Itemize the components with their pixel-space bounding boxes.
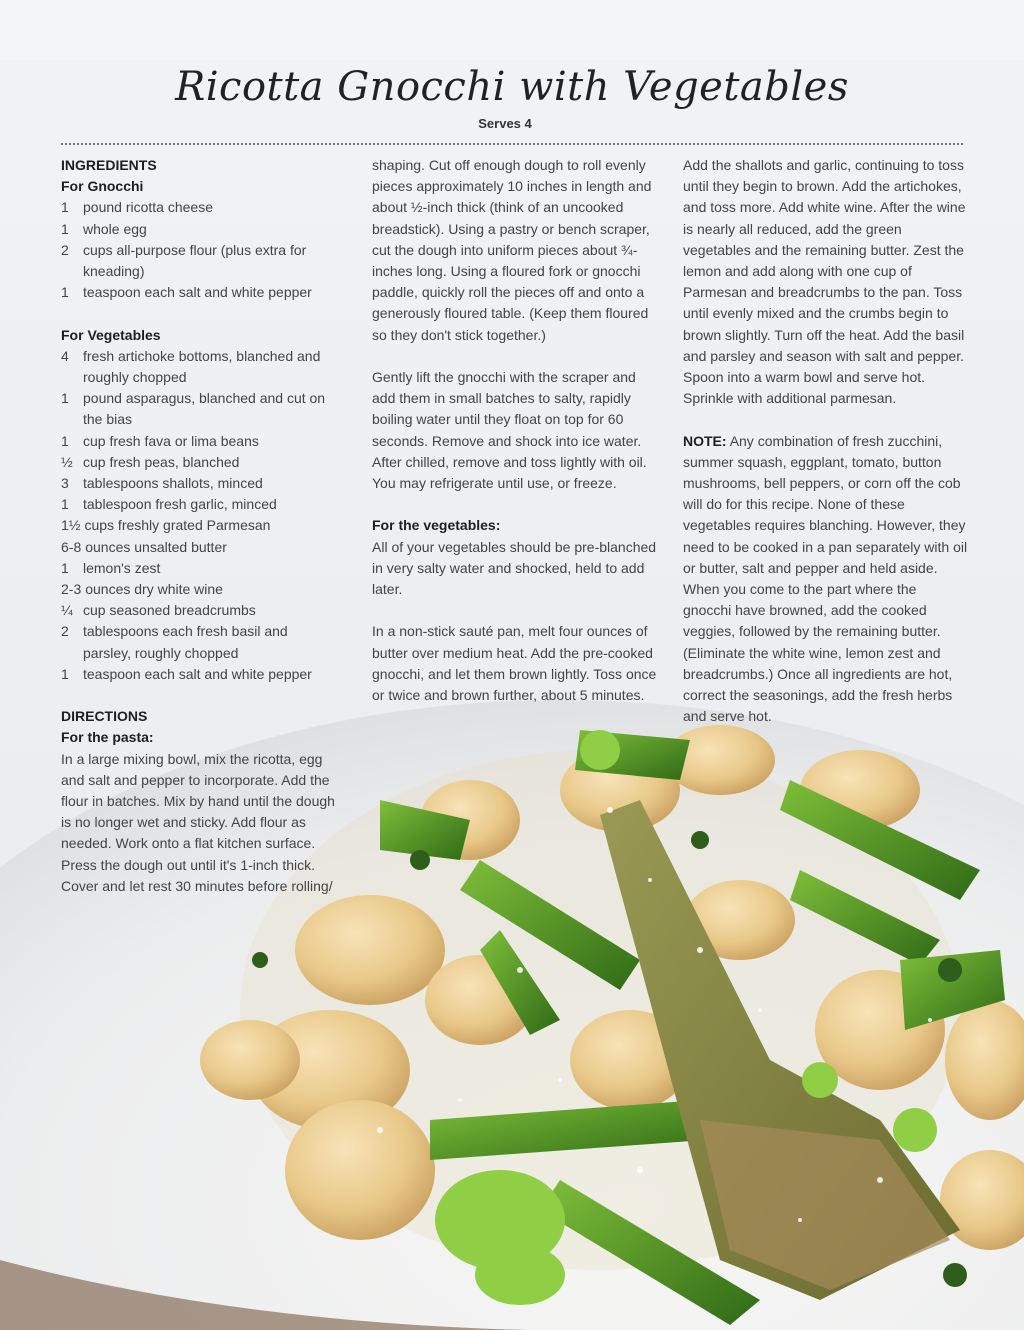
ingredient-text: cup fresh peas, blanched (83, 453, 240, 470)
ingredient-qty: 2-3 (61, 581, 82, 598)
column-3 (683, 155, 968, 727)
ingredient-item (61, 219, 336, 240)
vegetables-heading: For Vegetables (61, 326, 161, 343)
ingredient-qty: 1 (61, 665, 69, 682)
note-text: Any combination of fresh zucchini, summer squash, eggplant, tomato, button mushrooms, bell peppers, or corn off the cob will do for this recipe. None of these vegetables requires blanching. However, they need to be cooked in a pan separately with oil or butter, salt and pepper and held aside. When you come to the part where the gnocchi have browned, add the cooked veggies, followed by the remaining butter. (Eliminate the white wine, lemon zest and breadcrumbs.) Once all ingredients are hot, correct the seasonings, add the fresh herbs and serve hot. (683, 432, 968, 725)
ingredient-item (61, 473, 336, 494)
ingredient-text: lemon's zest (83, 559, 161, 576)
ingredient-qty: ¼ (61, 602, 73, 619)
ingredient-qty: 1 (61, 390, 69, 407)
ingredient-qty: 1 (61, 496, 69, 513)
ingredient-text: ounces dry white wine (85, 581, 223, 598)
ingredient-text: ounces unsalted butter (85, 538, 227, 555)
ingredient-text: tablespoons each fresh basil and parsley, roughly chopped (83, 623, 288, 661)
dotted-divider (61, 143, 963, 145)
vegetables-paragraph-3: Add the shallots and garlic, continuing to toss until they begin to brown. Add the artichokes, and toss more. Add white wine. After the wine is nearly all reduced, add the green vegetables and the remaining butter. Zest the lemon and add along with one cup of Parmesan and breadcrumbs to the pan. Toss until evenly mixed and the crumbs begin to brown slightly. Turn off the heat. Add the basil and parsley and season with salt and pepper. Spoon into a warm bowl and serve hot. Sprinkle with additional parmesan. (683, 157, 966, 407)
vegetables-paragraph-1: All of your vegetables should be pre-blanched in very salty water and shocked, held to add later. (372, 538, 657, 598)
ingredient-qty: 1 (61, 199, 69, 216)
note-label: NOTE: (683, 432, 727, 449)
ingredient-qty: 1 (61, 284, 69, 301)
top-band (0, 0, 1024, 60)
serves-label: Serves 4 (478, 116, 532, 131)
ingredient-text: pound ricotta cheese (83, 199, 213, 216)
ingredient-item (61, 579, 336, 600)
ingredient-item (61, 558, 336, 579)
vegetables-directions-heading: For the vegetables: (372, 517, 501, 534)
vegetables-paragraph-2: In a non-stick sauté pan, melt four ounces of butter over medium heat. Add the pre-cooked gnocchi, and let them brown lightly. Toss once or twice and brown further, about 5 minutes. (372, 623, 657, 704)
ingredient-qty: 1½ (61, 517, 81, 534)
ingredient-qty: ½ (61, 453, 73, 470)
ingredient-qty: 1 (61, 559, 69, 576)
ingredient-item (61, 346, 336, 388)
ingredient-text: cups all-purpose flour (plus extra for kneading) (83, 241, 307, 280)
ingredient-item (61, 240, 336, 282)
ingredient-qty: 3 (61, 475, 69, 492)
ingredient-item (61, 197, 336, 218)
pasta-paragraph: In a large mixing bowl, mix the ricotta, egg and salt and pepper to incorporate. Add the flour in batches. Mix by hand until the dough is no longer wet and sticky. Add flour as needed. Work onto a flat kitchen surface. Press the dough out until it's 1-inch thick. Cover and let rest 30 minutes before rolling/ (61, 750, 335, 894)
ingredient-item (61, 282, 336, 303)
ingredient-item (61, 600, 336, 621)
ingredient-text: cup seasoned breadcrumbs (83, 602, 256, 619)
ingredient-item (61, 621, 336, 663)
directions-heading: DIRECTIONS (61, 708, 148, 725)
gnocchi-heading: For Gnocchi (61, 178, 144, 195)
ingredient-item (61, 431, 336, 452)
ingredient-text: teaspoon each salt and white pepper (83, 665, 312, 682)
ingredient-item (61, 494, 336, 515)
ingredient-item (61, 664, 336, 685)
ingredient-item (61, 515, 336, 536)
ingredient-item (61, 537, 336, 558)
ingredient-text: cups freshly grated Parmesan (84, 517, 271, 534)
ingredient-text: cup fresh fava or lima beans (83, 432, 259, 449)
pasta-paragraph-2: Gently lift the gnocchi with the scraper and add them in small batches to salty, rapidly boiling water until they float on top for 60 seconds. Remove and shock into ice water. After chilled, remove and toss lightly with oil. You may refrigerate until use, or freeze. (372, 369, 647, 492)
column-1 (61, 155, 336, 897)
ingredient-qty: 6-8 (61, 538, 82, 555)
ingredient-text: tablespoons shallots, minced (83, 475, 263, 492)
pasta-heading: For the pasta: (61, 729, 154, 746)
ingredient-text: tablespoon fresh garlic, minced (83, 496, 277, 513)
ingredient-text: whole egg (83, 220, 147, 237)
ingredient-qty: 1 (61, 432, 69, 449)
pasta-paragraph-continued: shaping. Cut off enough dough to roll evenly pieces approximately 10 inches in length and about ½-inch thick (think of an uncooked breadstick). Using a pastry or bench scraper, cut the dough into uniform pieces about ¾-inches long. Using a floured fork or gnocchi paddle, quickly roll the pieces off and onto a generously floured table. (Keep them floured so they don't stick together.) (372, 157, 652, 343)
ingredient-item (61, 388, 336, 430)
ingredient-text: fresh artichoke bottoms, blanched and roughly chopped (83, 347, 321, 386)
ingredients-heading: INGREDIENTS (61, 157, 157, 173)
note-paragraph (683, 431, 968, 728)
ingredient-qty: 1 (61, 220, 69, 237)
ingredient-text: pound asparagus, blanched and cut on the bias (83, 390, 326, 428)
column-2 (372, 155, 657, 706)
ingredient-qty: 2 (61, 623, 69, 640)
ingredient-item (61, 452, 336, 473)
ingredient-qty: 2 (61, 241, 69, 258)
ingredient-qty: 4 (61, 347, 69, 364)
recipe-title: Ricotta Gnocchi with Vegetables (175, 64, 849, 110)
ingredient-text: teaspoon each salt and white pepper (83, 284, 312, 301)
